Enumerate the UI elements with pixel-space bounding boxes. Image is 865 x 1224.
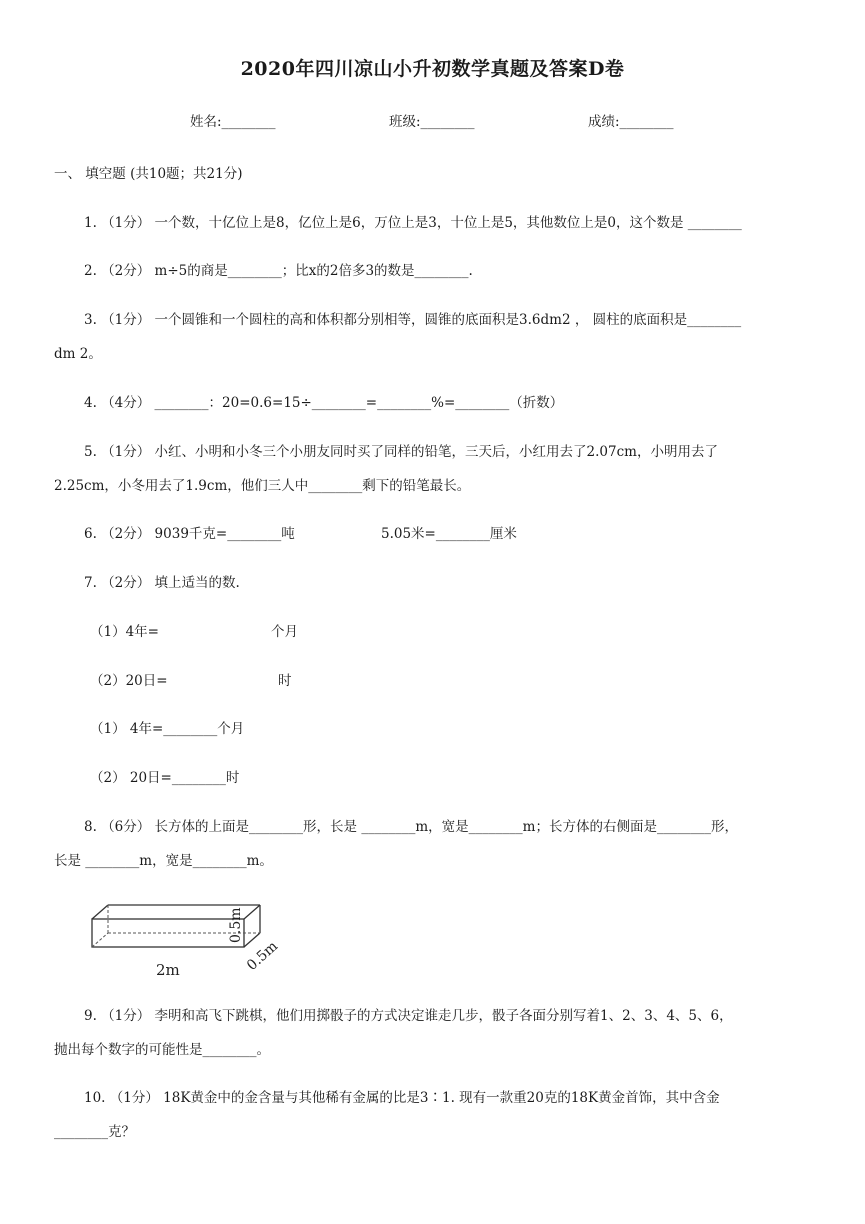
question-5-line-2: 2.25cm，小冬用去了1.9cm，他们三人中________剩下的铅笔最长。 — [54, 478, 471, 494]
cuboid-figure — [84, 897, 294, 983]
question-5-line-1: 5. （1分） 小红、小明和小冬三个小朋友同时买了同样的铅笔，三天后，小红用去了2.07cm，小明用去了 — [84, 444, 718, 460]
question-6-part-1: 6. （2分） 9039千克=________吨 — [84, 526, 295, 542]
question-3-line-1: 3. （1分） 一个圆锥和一个圆柱的高和体积都分别相等，圆锥的底面积是3.6dm2 ， 圆柱的底面积是________ — [84, 312, 742, 328]
question-8-line-2: 长是 ________m，宽是________m。 — [54, 853, 273, 869]
question-6-part-2: 5.05米=________厘米 — [381, 526, 517, 542]
question-7-sub-4: （2） 20日=________时 — [90, 770, 240, 786]
cuboid-edge — [244, 933, 260, 947]
cuboid-edge — [244, 905, 260, 919]
question-7: 7. （2分） 填上适当的数. — [84, 575, 240, 591]
question-9-line-1: 9. （1分） 李明和高飞下跳棋，他们用掷骰子的方式决定谁走几步，骰子各面分别写着1、2、3、4、5、6， — [84, 1008, 733, 1024]
question-4: 4. （4分） ________：20=0.6=15÷________=________%=________（折数） — [84, 395, 564, 411]
question-2: 2. （2分） m÷5的商是________；比x的2倍多3的数是________. — [84, 263, 473, 279]
question-7-sub-2-unit: 时 — [278, 673, 292, 689]
score-field: 成绩:________ — [588, 114, 674, 130]
question-10-line-1: 10. （1分） 18K黄金中的金含量与其他稀有金属的比是3∶1. 现有一款重20克的18K黄金首饰，其中含金 — [84, 1090, 720, 1106]
class-field: 班级:________ — [389, 114, 475, 130]
question-8-line-1: 8. （6分） 长方体的上面是________形，长是 ________m，宽是________m；长方体的右侧面是________形， — [84, 819, 738, 835]
name-field: 姓名:________ — [190, 114, 276, 130]
question-7-sub-1-label: （1）4年= — [90, 624, 159, 640]
question-10-line-2: ________克？ — [54, 1124, 135, 1140]
question-9-line-2: 抛出每个数字的可能性是________。 — [54, 1042, 270, 1058]
width-label: 0.5m — [243, 938, 282, 974]
question-1: 1. （1分） 一个数，十亿位上是8，亿位上是6，万位上是3，十位上是5，其他数位上是0，这个数是 ________ — [84, 215, 742, 231]
question-7-sub-1-unit: 个月 — [271, 624, 298, 640]
cuboid-hidden-edge — [92, 933, 108, 947]
cuboid-edge — [92, 905, 108, 919]
question-7-sub-3: （1） 4年=________个月 — [90, 721, 245, 737]
page-title: 2020年四川凉山小升初数学真题及答案D卷 — [240, 58, 625, 80]
question-3-line-2: dm 2。 — [54, 346, 102, 362]
height-label: 0.5m — [228, 907, 244, 943]
length-label: 2m — [156, 961, 180, 979]
question-7-sub-2-label: （2）20日= — [90, 673, 168, 689]
section-heading: 一、 填空题 (共10题；共21分) — [54, 166, 243, 182]
